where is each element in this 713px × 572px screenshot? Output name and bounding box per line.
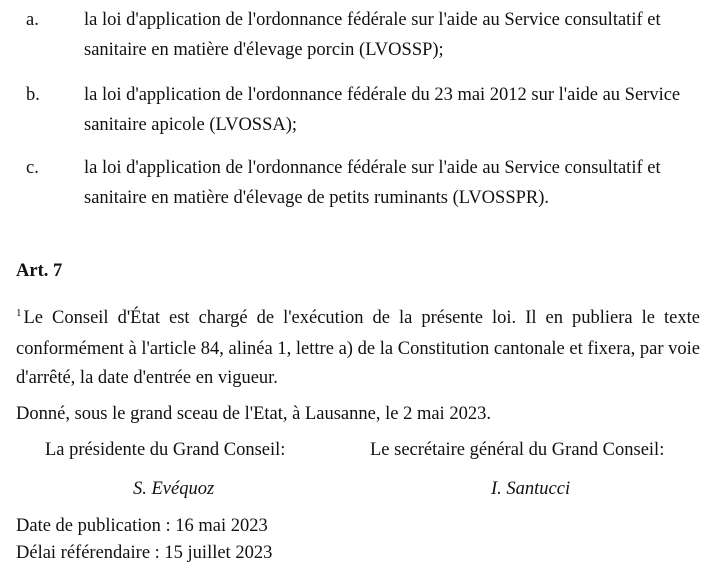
publication-date: Date de publication : 16 mai 2023 [16, 516, 268, 536]
list-letter: c. [26, 158, 39, 178]
article-heading: Art. 7 [16, 261, 63, 281]
right-signatory-title: Le secrétaire général du Grand Conseil: [370, 440, 665, 460]
left-signatory-name: S. Evéquoz [133, 479, 215, 499]
list-letter: a. [26, 10, 39, 30]
paragraph-text: Le Conseil d'État est chargé de l'exécution de la présente loi. Il en publiera le texte conformément à l'article 84, alinéa 1, lettre a) de la Constitution cantonale et fixera, par voie d'arrêté, la date d'entrée en vigueur. [16, 308, 700, 388]
list-item-text: la loi d'application de l'ordonnance fédérale sur l'aide au Service consultatif et sanitaire en matière d'élevage de petits ruminants (LVOSSPR). [84, 158, 661, 208]
right-signatory-name: I. Santucci [491, 479, 571, 499]
list-item-text: la loi d'application de l'ordonnance fédérale sur l'aide au Service consultatif et sanitaire en matière d'élevage porcin (LVOSSP); [84, 10, 661, 60]
article-paragraph [16, 304, 700, 393]
given-statement: Donné, sous le grand sceau de l'Etat, à Lausanne, le 2 mai 2023. [16, 404, 491, 424]
paragraph-number: 1 [16, 307, 22, 319]
list-letter: b. [26, 85, 40, 105]
left-signatory-title: La présidente du Grand Conseil: [45, 440, 286, 460]
list-item-text: la loi d'application de l'ordonnance fédérale du 23 mai 2012 sur l'aide au Service sanitaire apicole (LVOSSA); [84, 85, 681, 135]
referendum-deadline: Délai référendaire : 15 juillet 2023 [16, 543, 273, 563]
